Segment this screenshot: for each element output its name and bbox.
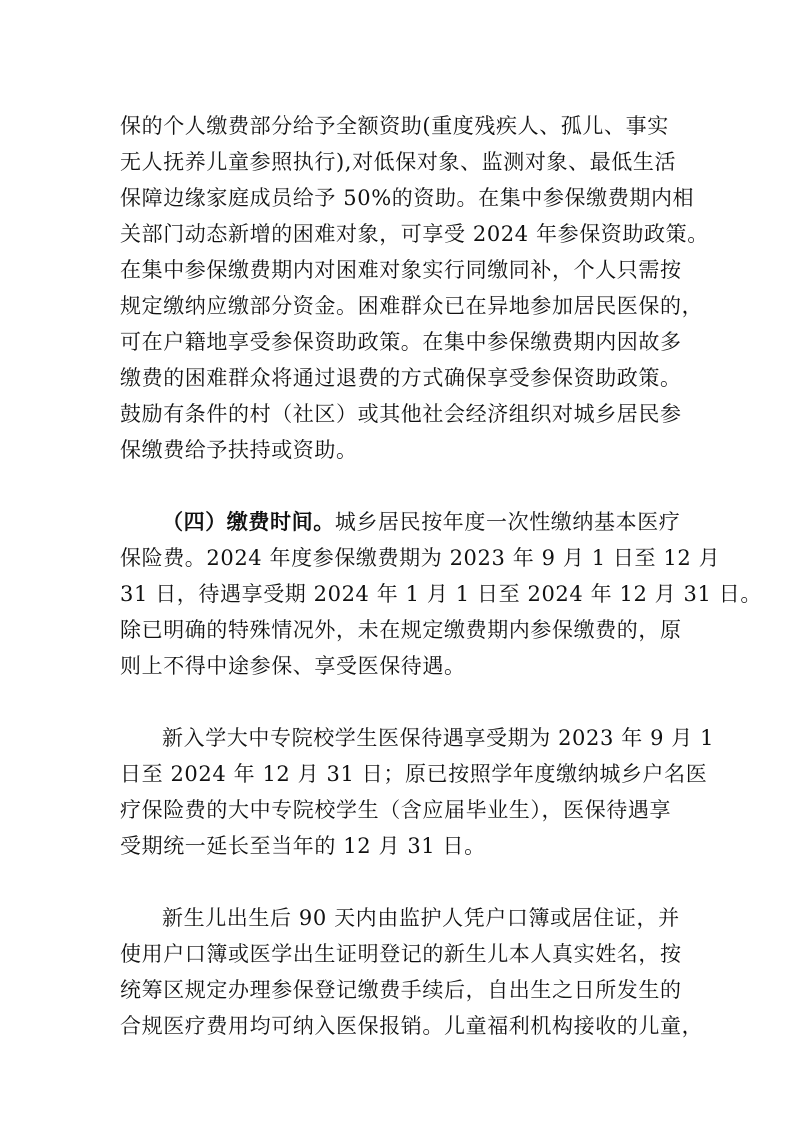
paragraph-line: 除已明确的特殊情况外，未在规定缴费期内参保缴费的，原: [120, 618, 682, 642]
paragraph-line: 保险费。2024 年度参保缴费期为 2023 年 9 月 1 日至 12 月: [120, 546, 721, 570]
paragraph-line: 31 日，待遇享受期 2024 年 1 月 1 日至 2024 年 12 月 31 日。: [120, 582, 762, 606]
paragraph-line: [162, 502, 682, 542]
paragraph-line: 鼓励有条件的村（社区）或其他社会经济组织对城乡居民参: [120, 402, 682, 426]
paragraph-line: 使用户口簿或医学出生证明登记的新生儿本人真实姓名，按: [120, 942, 682, 966]
paragraph-line: 统筹区规定办理参保登记缴费手续后，自出生之日所发生的: [120, 978, 682, 1002]
paragraph-line: 合规医疗费用均可纳入医保报销。儿童福利机构接收的儿童，: [120, 1014, 704, 1038]
paragraph-line: 规定缴纳应缴部分资金。困难群众已在异地参加居民医保的，: [120, 294, 704, 318]
paragraph-line: 疗保险费的大中专院校学生（含应届毕业生），医保待遇享: [120, 798, 672, 822]
paragraph-line: 无人抚养儿童参照执行),对低保对象、监测对象、最低生活: [120, 150, 677, 174]
paragraph-line: 关部门动态新增的困难对象，可享受 2024 年参保资助政策。: [120, 222, 709, 246]
paragraph-line: 受期统一延长至当年的 12 月 31 日。: [120, 834, 486, 858]
paragraph-line: 日至 2024 年 12 月 31 日；原已按照学年度缴纳城乡户名医: [120, 762, 708, 786]
paragraph-line: 保缴费给予扶持或资助。: [120, 438, 358, 462]
paragraph-line: 新入学大中专院校学生医保待遇享受期为 2023 年 9 月 1: [162, 726, 715, 750]
paragraph-line: 在集中参保缴费期内对困难对象实行同缴同补，个人只需按: [120, 258, 682, 282]
paragraph-line: 保的个人缴费部分给予全额资助(重度残疾人、孤儿、事实: [120, 114, 669, 138]
paragraph-text: 城乡居民按年度一次性缴纳基本医疗: [334, 510, 681, 534]
paragraph-line: 新生儿出生后 90 天内由监护人凭户口簿或居住证，并: [162, 906, 680, 930]
paragraph-line: 缴费的困难群众将通过退费的方式确保享受参保资助政策。: [120, 366, 682, 390]
paragraph-line: 则上不得中途参保、享受医保待遇。: [120, 654, 466, 678]
section-heading: （四）缴费时间。: [162, 509, 335, 534]
paragraph-line: 可在户籍地享受参保资助政策。在集中参保缴费期内因故多: [120, 330, 682, 354]
paragraph-line: 保障边缘家庭成员给予 50%的资助。在集中参保缴费期内相: [120, 186, 695, 210]
